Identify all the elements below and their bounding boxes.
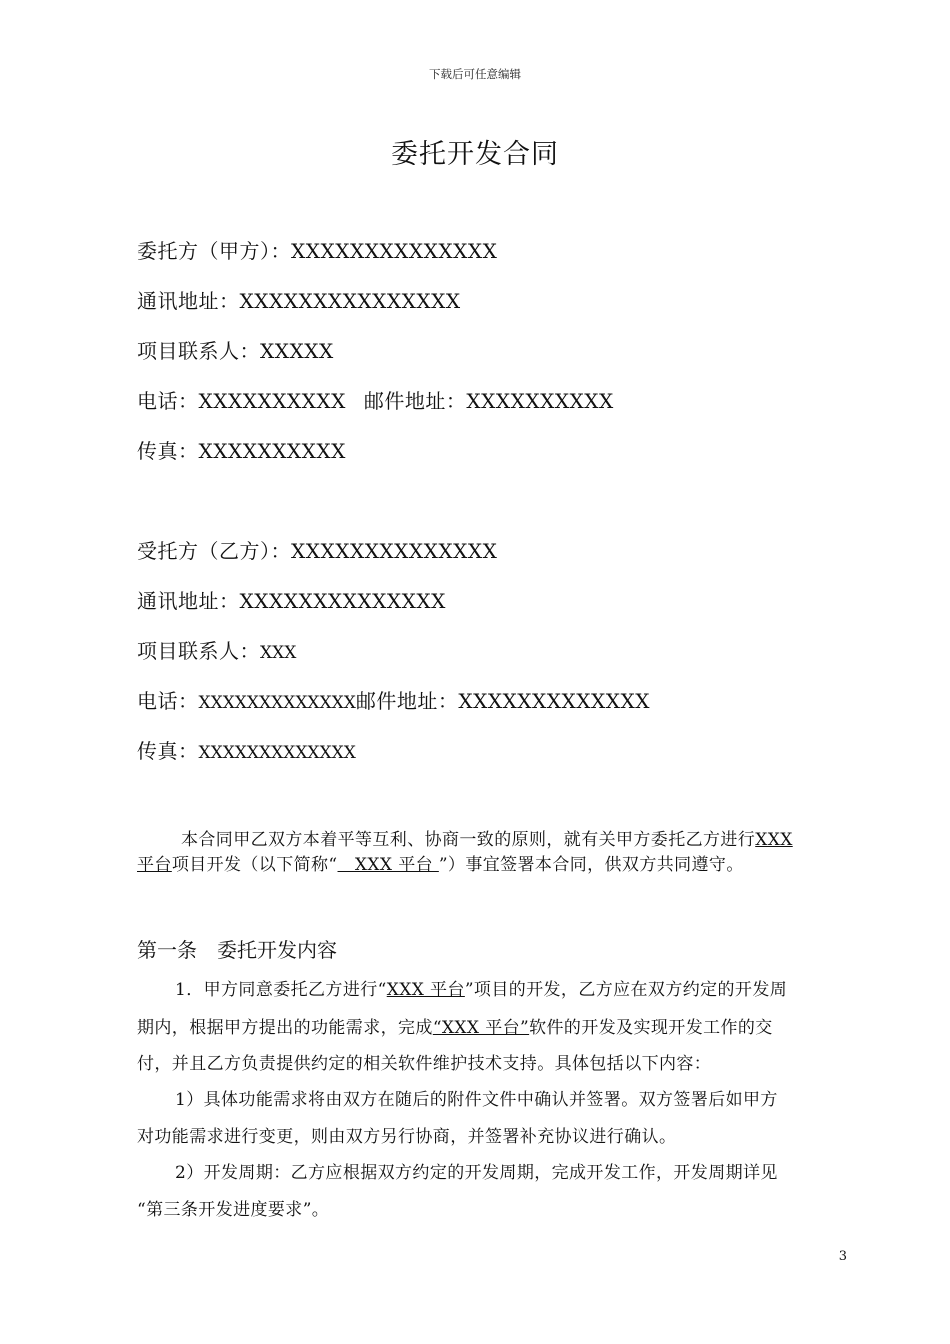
- article-1-p1-line-2: [137, 1013, 773, 1038]
- article-1-number: 第一条: [137, 938, 197, 962]
- page-header-note: 下载后可任意编辑: [429, 67, 521, 81]
- party-b-phone-value: XXXXXXXXXXXXX: [198, 693, 356, 713]
- party-a-contact: [137, 335, 334, 364]
- document-title: 委托开发合同: [391, 139, 559, 170]
- party-b-name-value: XXXXXXXXXXXXXX: [291, 539, 498, 563]
- party-b-phone-email: [137, 685, 650, 714]
- party-a-fax-value: XXXXXXXXXX: [198, 439, 346, 463]
- party-a-address-label: 通讯地址：: [137, 289, 240, 313]
- party-a-contact-label: 项目联系人：: [137, 339, 260, 363]
- article-1-p2-line-2: 对功能需求进行变更，则由双方另行协商，并签署补充协议进行确认。: [137, 1127, 677, 1147]
- party-b-phone-label: 电话：: [137, 689, 199, 713]
- intro-text-1: 本合同甲乙双方本着平等互利、协商一致的原则，就有关甲方委托乙方进行: [181, 830, 756, 850]
- intro-text-2a: 项目开发（以下简称“: [171, 855, 338, 875]
- party-a-fax-label: 传真：: [137, 439, 199, 463]
- party-b-contact: [137, 635, 296, 664]
- party-a-phone-label: 电话：: [137, 389, 199, 413]
- party-a-address-value: XXXXXXXXXXXXXXX: [239, 289, 461, 313]
- text-segment: 1．甲方同意委托乙方进行“: [175, 980, 387, 1000]
- party-a-contact-value: XXXXX: [260, 339, 334, 363]
- intro-short-name: XXX 平台: [337, 855, 439, 875]
- article-1-heading: [137, 934, 337, 963]
- party-b-fax-label: 传真：: [137, 739, 199, 763]
- text-segment: 软件的开发及实现开发工作的交: [529, 1018, 773, 1038]
- party-b-address-label: 通讯地址：: [137, 589, 240, 613]
- party-b-contact-value: XXX: [260, 643, 297, 663]
- intro-project-ref-2: 平台: [137, 855, 172, 875]
- text-segment: 期内，根据甲方提出的功能需求，完成: [137, 1018, 433, 1038]
- article-1-title: 委托开发内容: [217, 938, 337, 962]
- article-1-p3-line-1: 2）开发周期：乙方应根据双方约定的开发周期，完成开发工作，开发周期详见: [175, 1163, 778, 1183]
- party-b-address: [137, 585, 446, 614]
- party-b-contact-label: 项目联系人：: [137, 639, 260, 663]
- party-a-phone-value: XXXXXXXXXX: [198, 389, 346, 413]
- intro-text-2b: ”）事宜签署本合同，供双方共同遵守。: [438, 855, 744, 875]
- party-b-name: [137, 535, 497, 564]
- article-1-p1-line-3: 付，并且乙方负责提供约定的相关软件维护技术支持。具体包括以下内容：: [137, 1054, 712, 1074]
- article-1-p1-line-1: [175, 975, 787, 1000]
- party-a-fax: [137, 435, 346, 464]
- party-b-email-label: 邮件地址：: [355, 689, 459, 713]
- intro-line-2: [137, 850, 744, 875]
- project-ref: XXX 平台: [386, 980, 465, 1000]
- party-a-name: [137, 235, 497, 264]
- intro-line-1: [181, 825, 793, 850]
- party-b-fax: [137, 735, 356, 764]
- party-b-name-label: 受托方（乙方）：: [137, 539, 291, 563]
- project-ref: “XXX 平台”: [432, 1018, 530, 1038]
- party-b-email-value: XXXXXXXXXXXXX: [458, 689, 650, 713]
- text-segment: ”项目的开发，乙方应在双方约定的开发周: [464, 980, 788, 1000]
- article-1-p3-line-2: “第三条开发进度要求”。: [137, 1200, 330, 1220]
- intro-project-ref-1: XXX: [755, 830, 793, 850]
- party-a-address: [137, 285, 461, 314]
- party-a-email-value: XXXXXXXXXX: [466, 389, 614, 413]
- party-a-name-value: XXXXXXXXXXXXXX: [291, 239, 498, 263]
- party-b-fax-value: XXXXXXXXXXXXX: [198, 743, 356, 763]
- article-1-p2-line-1: 1）具体功能需求将由双方在随后的附件文件中确认并签署。双方签署后如甲方: [175, 1090, 778, 1110]
- party-a-phone-email: [137, 385, 614, 414]
- page-number: 3: [838, 1249, 847, 1264]
- party-a-name-label: 委托方（甲方）：: [137, 239, 291, 263]
- party-b-address-value: XXXXXXXXXXXXXX: [239, 589, 446, 613]
- party-a-email-label: 邮件地址：: [363, 389, 467, 413]
